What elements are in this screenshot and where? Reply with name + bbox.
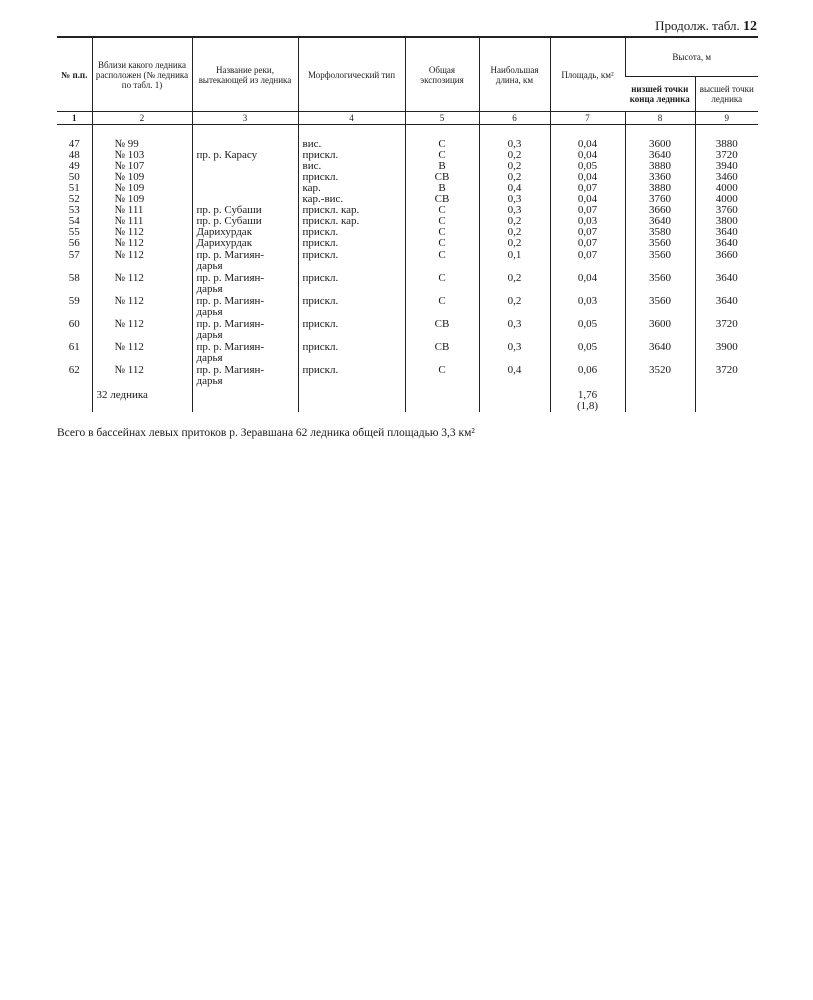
total-area <box>550 387 625 412</box>
river-name-line: пр. р. Магиян- <box>196 341 265 353</box>
footer-note: Всего в бассейнах левых притоков р. Зеравшана 62 ледника общей площадью 3,3 км² <box>57 427 475 439</box>
exposition-cell: С <box>405 272 479 295</box>
row-number-cell: 61 <box>68 341 80 353</box>
row-number-cell: 54 <box>68 215 80 227</box>
near-glacier-cell: № 111 <box>92 205 192 216</box>
river-name-line: пр. р. Карасу <box>196 149 258 161</box>
max-length-cell: 0,3 <box>479 318 550 341</box>
total-area-alt: (1,8) <box>576 400 599 412</box>
row-number-cell: 58 <box>68 272 80 284</box>
exposition-cell: СВ <box>405 172 479 183</box>
max-length-cell: 0,2 <box>479 216 550 227</box>
table-row <box>57 318 758 341</box>
near-glacier-cell: № 112 <box>92 227 192 238</box>
lowest-point-cell: 3560 <box>625 238 695 249</box>
header-number: № п.п. <box>57 37 92 112</box>
river-name-line-2: дарья <box>196 306 223 318</box>
max-length-cell: 0,2 <box>479 227 550 238</box>
column-number: 1 <box>57 112 92 125</box>
morph-type-cell: прискл. кар. <box>298 216 405 227</box>
highest-point-cell: 3900 <box>695 341 758 364</box>
morph-type-cell: прискл. <box>298 238 405 249</box>
row-number-cell: 49 <box>68 160 80 172</box>
morph-type-cell: прискл. <box>298 227 405 238</box>
max-length-cell: 0,4 <box>479 364 550 387</box>
header-near-glacier: Вблизи какого ледника расположен (№ ледника по табл. 1) <box>92 37 192 112</box>
near-glacier-cell: № 112 <box>92 272 192 295</box>
row-number-cell: 59 <box>68 295 80 307</box>
exposition-cell: СВ <box>405 194 479 205</box>
morph-type-cell: прискл. <box>298 150 405 161</box>
river-name-cell <box>192 125 298 151</box>
header-exposition: Общая экспозиция <box>405 37 479 112</box>
river-name-cell <box>192 364 298 387</box>
morph-type-cell: кар. <box>298 183 405 194</box>
row-number-cell: 57 <box>68 249 80 261</box>
highest-point-cell: 3800 <box>695 216 758 227</box>
row-number-cell: 51 <box>68 182 80 194</box>
max-length-cell: 0,2 <box>479 161 550 172</box>
column-number: 5 <box>405 112 479 125</box>
table-row <box>57 238 758 249</box>
river-name-cell <box>192 183 298 194</box>
near-glacier-cell: № 112 <box>92 249 192 272</box>
morph-type-cell: прискл. <box>298 172 405 183</box>
morph-type-cell: прискл. <box>298 272 405 295</box>
river-name-line-2: дарья <box>196 260 223 272</box>
exposition-cell: В <box>405 161 479 172</box>
column-number: 7 <box>550 112 625 125</box>
row-number-cell: 52 <box>68 193 80 205</box>
table-row <box>57 272 758 295</box>
highest-point-cell: 3640 <box>695 227 758 238</box>
lowest-point-cell: 3640 <box>625 216 695 227</box>
near-glacier-cell: № 109 <box>92 172 192 183</box>
table-caption <box>655 18 757 35</box>
lowest-point-cell: 3520 <box>625 364 695 387</box>
river-name-line: пр. р. Субаши <box>196 204 262 216</box>
morph-type-cell: прискл. <box>298 364 405 387</box>
header-morph-type: Морфологический тип <box>298 37 405 112</box>
area-cell: 0,07 <box>550 238 625 249</box>
exposition-cell: С <box>405 238 479 249</box>
river-name-cell <box>192 272 298 295</box>
exposition-cell: В <box>405 183 479 194</box>
table-row <box>57 125 758 151</box>
near-glacier-cell: № 112 <box>92 364 192 387</box>
exposition-cell: СВ <box>405 318 479 341</box>
table-row <box>57 249 758 272</box>
highest-point-cell: 3720 <box>695 318 758 341</box>
highest-point-cell: 3940 <box>695 161 758 172</box>
area-cell: 0,07 <box>550 249 625 272</box>
highest-point-cell: 3660 <box>695 249 758 272</box>
exposition-cell: С <box>405 205 479 216</box>
morph-type-cell: прискл. <box>298 295 405 318</box>
lowest-point-cell: 3880 <box>625 183 695 194</box>
row-number-cell: 47 <box>68 138 80 150</box>
max-length-cell: 0,2 <box>479 272 550 295</box>
near-glacier-cell: № 112 <box>92 295 192 318</box>
column-number: 8 <box>625 112 695 125</box>
area-cell: 0,07 <box>550 227 625 238</box>
river-name-line-2: дарья <box>196 375 223 387</box>
area-cell: 0,06 <box>550 364 625 387</box>
max-length-cell: 0,3 <box>479 205 550 216</box>
lowest-point-cell: 3360 <box>625 172 695 183</box>
near-glacier-cell: № 107 <box>92 161 192 172</box>
max-length-cell: 0,3 <box>479 125 550 151</box>
highest-point-cell: 3640 <box>695 238 758 249</box>
exposition-cell: С <box>405 227 479 238</box>
row-number-cell: 56 <box>68 237 80 249</box>
near-glacier-cell: № 111 <box>92 216 192 227</box>
area-cell: 0,03 <box>550 295 625 318</box>
header-river-name: Название реки, вытекающей из ледника <box>192 37 298 112</box>
exposition-cell: С <box>405 295 479 318</box>
total-area-value: 1,76 <box>577 389 598 401</box>
morph-type-cell: прискл. <box>298 318 405 341</box>
lowest-point-cell: 3660 <box>625 205 695 216</box>
river-name-line: Дарихурдак <box>196 237 253 249</box>
area-cell: 0,05 <box>550 341 625 364</box>
lowest-point-cell: 3560 <box>625 249 695 272</box>
column-number: 3 <box>192 112 298 125</box>
lowest-point-cell: 3580 <box>625 227 695 238</box>
near-glacier-cell: № 109 <box>92 194 192 205</box>
morph-type-cell: вис. <box>298 125 405 151</box>
lowest-point-cell: 3760 <box>625 194 695 205</box>
row-number-cell: 55 <box>68 226 80 238</box>
total-label: 32 ледника <box>92 387 192 412</box>
table-row <box>57 341 758 364</box>
river-name-line-2: дарья <box>196 352 223 364</box>
max-length-cell: 0,2 <box>479 238 550 249</box>
header-highest-point: высшей точки ледника <box>695 77 758 112</box>
river-name-cell <box>192 249 298 272</box>
morph-type-cell: вис. <box>298 161 405 172</box>
morph-type-cell: кар.-вис. <box>298 194 405 205</box>
lowest-point-cell: 3640 <box>625 150 695 161</box>
caption-number: 12 <box>743 19 757 34</box>
header-height: Высота, м <box>625 37 758 77</box>
highest-point-cell: 3880 <box>695 125 758 151</box>
header-lowest-point: низшей точки конца ледника <box>625 77 695 112</box>
column-number-row <box>57 112 758 125</box>
river-name-cell <box>192 318 298 341</box>
row-number-cell: 53 <box>68 204 80 216</box>
highest-point-cell: 4000 <box>695 194 758 205</box>
lowest-point-cell: 3560 <box>625 295 695 318</box>
column-number: 2 <box>92 112 192 125</box>
river-name-line-2: дарья <box>196 329 223 341</box>
lowest-point-cell: 3560 <box>625 272 695 295</box>
header-max-length: Наибольшая длина, км <box>479 37 550 112</box>
area-cell: 0,07 <box>550 183 625 194</box>
area-cell: 0,04 <box>550 272 625 295</box>
row-number-cell: 62 <box>68 364 80 376</box>
area-cell: 0,04 <box>550 172 625 183</box>
area-cell: 0,03 <box>550 216 625 227</box>
near-glacier-cell: № 112 <box>92 341 192 364</box>
total-row <box>57 387 758 412</box>
near-glacier-cell: № 112 <box>92 318 192 341</box>
area-cell: 0,05 <box>550 318 625 341</box>
river-name-line: пр. р. Магиян- <box>196 249 265 261</box>
exposition-cell: С <box>405 364 479 387</box>
lowest-point-cell: 3600 <box>625 318 695 341</box>
area-cell: 0,07 <box>550 205 625 216</box>
table-row <box>57 364 758 387</box>
river-name-cell <box>192 295 298 318</box>
max-length-cell: 0,2 <box>479 295 550 318</box>
highest-point-cell: 3640 <box>695 295 758 318</box>
exposition-cell: С <box>405 150 479 161</box>
highest-point-cell: 3640 <box>695 272 758 295</box>
glacier-table <box>57 36 758 412</box>
caption-text: Продолж. табл. <box>655 18 740 33</box>
exposition-cell: С <box>405 125 479 151</box>
exposition-cell: С <box>405 216 479 227</box>
max-length-cell: 0,2 <box>479 150 550 161</box>
river-name-line-2: дарья <box>196 283 223 295</box>
lowest-point-cell: 3600 <box>625 125 695 151</box>
max-length-cell: 0,1 <box>479 249 550 272</box>
column-number: 9 <box>695 112 758 125</box>
max-length-cell: 0,4 <box>479 183 550 194</box>
highest-point-cell: 3760 <box>695 205 758 216</box>
river-name-cell <box>192 341 298 364</box>
morph-type-cell: прискл. <box>298 341 405 364</box>
exposition-cell: СВ <box>405 341 479 364</box>
max-length-cell: 0,3 <box>479 341 550 364</box>
river-name-line: пр. р. Магиян- <box>196 295 265 307</box>
morph-type-cell: прискл. <box>298 249 405 272</box>
near-glacier-cell: № 99 <box>92 125 192 151</box>
river-name-line: пр. р. Магиян- <box>196 272 265 284</box>
river-name-cell <box>192 161 298 172</box>
river-name-line: пр. р. Магиян- <box>196 318 265 330</box>
area-cell: 0,04 <box>550 150 625 161</box>
river-name-line: пр. р. Субаши <box>196 215 262 227</box>
near-glacier-cell: № 112 <box>92 238 192 249</box>
exposition-cell: С <box>405 249 479 272</box>
area-cell: 0,05 <box>550 161 625 172</box>
highest-point-cell: 4000 <box>695 183 758 194</box>
river-name-line: пр. р. Магиян- <box>196 364 265 376</box>
morph-type-cell: прискл. кар. <box>298 205 405 216</box>
row-number-cell: 48 <box>68 149 80 161</box>
header-area: Площадь, км² <box>550 37 625 112</box>
river-name-cell <box>192 150 298 161</box>
river-name-cell <box>192 238 298 249</box>
max-length-cell: 0,3 <box>479 194 550 205</box>
max-length-cell: 0,2 <box>479 172 550 183</box>
area-cell: 0,04 <box>550 125 625 151</box>
area-cell: 0,04 <box>550 194 625 205</box>
highest-point-cell: 3720 <box>695 150 758 161</box>
near-glacier-cell: № 109 <box>92 183 192 194</box>
lowest-point-cell: 3880 <box>625 161 695 172</box>
column-number: 6 <box>479 112 550 125</box>
river-name-line: Дарихурдак <box>196 226 253 238</box>
lowest-point-cell: 3640 <box>625 341 695 364</box>
row-number-cell: 50 <box>68 171 80 183</box>
highest-point-cell: 3720 <box>695 364 758 387</box>
row-number-cell: 60 <box>68 318 80 330</box>
near-glacier-cell: № 103 <box>92 150 192 161</box>
highest-point-cell: 3460 <box>695 172 758 183</box>
table-row <box>57 295 758 318</box>
river-name-cell <box>192 172 298 183</box>
column-number: 4 <box>298 112 405 125</box>
